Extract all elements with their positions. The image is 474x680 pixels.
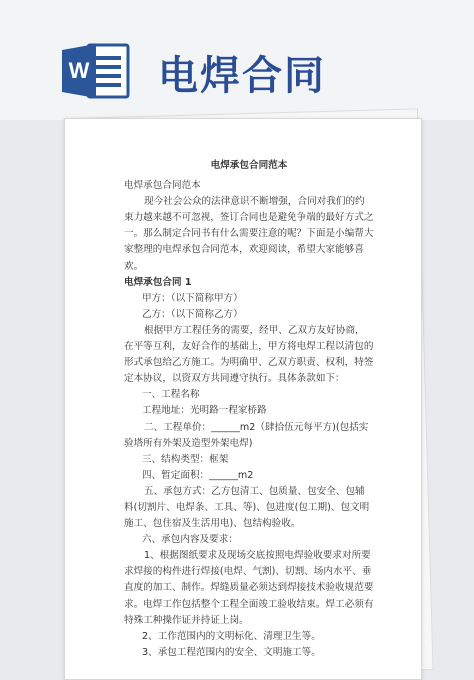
terms-paragraph: 根据甲方工程任务的需要，经甲、乙双方友好协商，在平等互利，友好合作的基础上，甲方将电焊工程以清包的形式承包给乙方施工。为明确甲、乙双方职责、权利，特签定本协议，以资双方共同遵守执行。具体条款如下： — [124, 324, 374, 385]
requirement-1: 1、根据图纸要求及现场交底按照电焊验收要求对所要求焊接的构件进行焊接(电焊、气割)、切割、场内水平、垂直度的加工、制作。焊缝质量必须达到焊接技术验收规范要求。电焊工作包括整个工程全面竣工验收结束。焊工必须有特殊工种操作证并持证上岗。 — [124, 550, 374, 626]
item-project-address: 工程地址：光明路一程家桥路 — [142, 405, 267, 417]
requirement-2: 2、工作范围内的文明标化、清理卫生等。 — [142, 630, 321, 642]
item-project-name: 一、工程名称 — [142, 389, 200, 401]
word-document-icon — [62, 42, 132, 100]
item-structure-type: 三、结构类型：框架 — [142, 453, 229, 465]
header-banner — [0, 0, 474, 120]
item-contract-method: 五、承包方式：乙方包清工、包质量、包安全、包辅料(切割片、电焊条、工具、等)、包进度(包工期)、包文明施工、包住宿及生活用电)、包结构验收。 — [124, 485, 370, 530]
item-area: 四、暂定面积：______m2 — [142, 469, 254, 481]
intro-paragraph: 现今社会公众的法律意识不断增强，合同对我们的约束力越来越不可忽视，签订合同也是避免争端的最好方式之一。那么制定合同书有什么需要注意的呢？下面是小编帮大家整理的电焊承包合同范本，欢迎阅读，希望大家能够喜欢。 — [124, 196, 374, 272]
section-title: 电焊承包合同 1 — [124, 276, 192, 288]
word-icon-letter: W — [68, 58, 90, 83]
requirement-3: 3、承包工程范围内的安全、文明施工等。 — [142, 646, 321, 658]
item-unit-price: 二、工程单价：______m2（肆拾伍元每平方)(包括实验塔所有外架及造型外架电焊) — [124, 421, 369, 449]
document-title: 电焊承包合同范本 — [210, 160, 288, 171]
party-b-line: 乙方：（以下简称乙方） — [142, 308, 243, 320]
document-subtitle: 电焊承包合同范本 — [124, 180, 201, 192]
item-scope-heading: 六、承包内容及要求： — [142, 534, 238, 546]
document-body — [124, 158, 374, 661]
party-a-line: 甲方：（以下简称甲方） — [142, 292, 243, 304]
banner-title: 电焊合同 — [158, 53, 326, 99]
